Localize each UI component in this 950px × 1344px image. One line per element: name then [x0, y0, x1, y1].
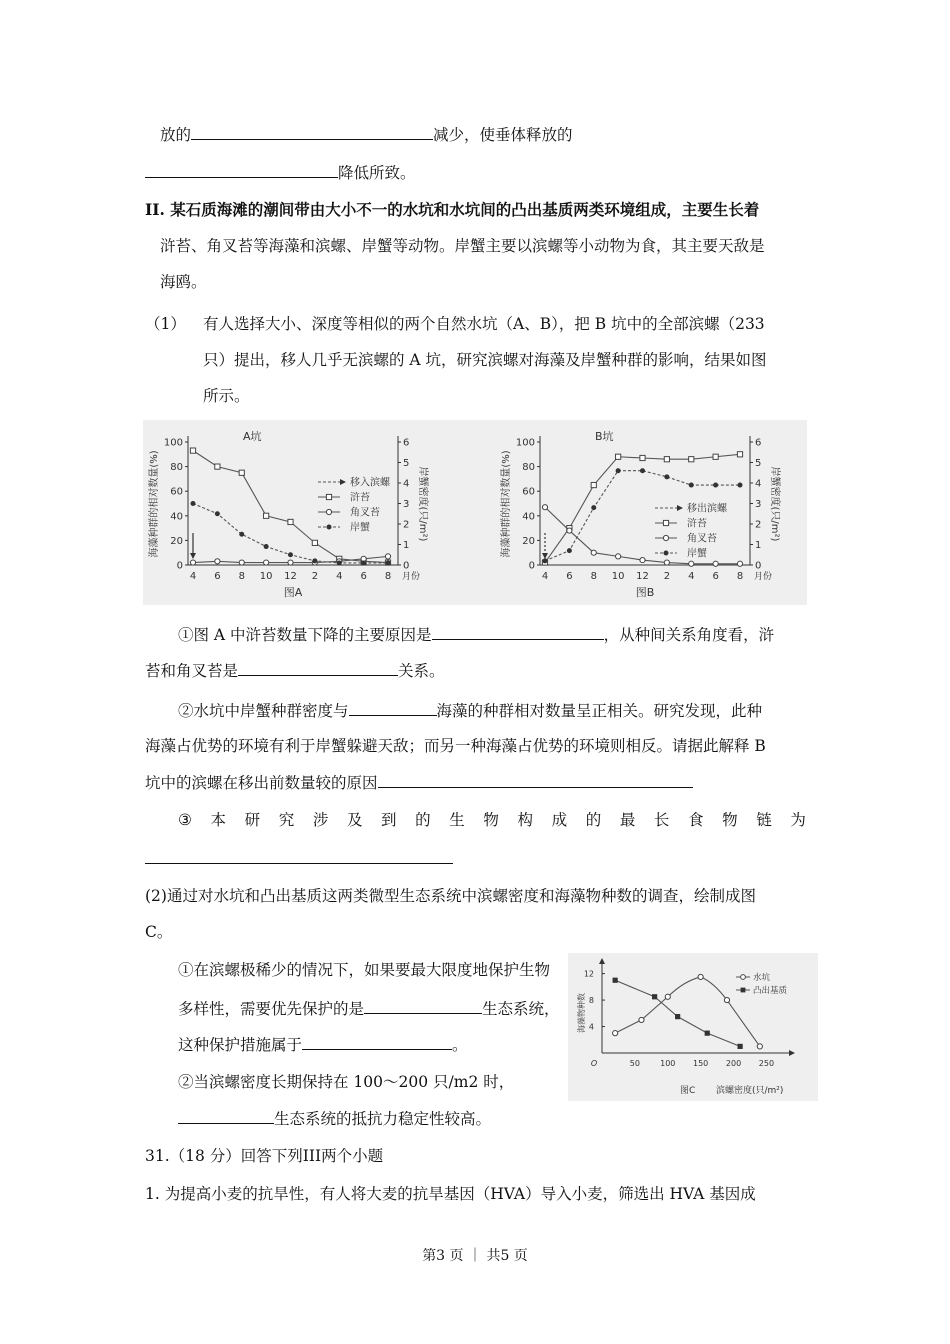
blank-4[interactable]: [238, 660, 398, 676]
data-point-岸蟹: [543, 558, 548, 563]
char: 的: [415, 811, 431, 829]
data-point-凸出基质: [675, 1014, 680, 1019]
legend-label: 移入滨螺: [350, 477, 390, 489]
text-fragment: 生态系统的抵抗力稳定性较高。: [274, 1110, 492, 1128]
sub-question-1-line-1: [178, 624, 774, 645]
blank-10[interactable]: [178, 1108, 274, 1124]
x-tick-label: 200: [725, 1059, 742, 1068]
data-point-岸蟹: [361, 560, 366, 565]
chart-figure-c: [576, 958, 795, 1096]
y-tick-label-left: 40: [522, 511, 535, 523]
data-point-角叉苔: [190, 560, 195, 565]
series-line-水坑: [615, 977, 760, 1046]
blank-7[interactable]: [145, 848, 453, 864]
y-axis-label: 海藻物种数: [577, 993, 586, 1033]
y-tick-label: 12: [583, 969, 594, 979]
chart-caption: 图B: [635, 586, 655, 599]
char: 究: [278, 811, 295, 829]
char: 长: [653, 811, 670, 829]
y-axis-label-right: 岸蟹密度(只/m²): [417, 466, 428, 542]
y-axis-label-left: 海藻种群的相对数量(%): [501, 450, 512, 558]
data-point-凸出基质: [738, 1044, 743, 1049]
data-point-岸蟹: [288, 552, 293, 557]
y-tick-label-right: 5: [755, 458, 762, 469]
x-axis-label: 滨螺密度(只/m²): [716, 1086, 784, 1096]
y-tick-label-right: 6: [755, 437, 762, 449]
text-fragment: ①图 A 中浒苔数量下降的主要原因是: [178, 626, 432, 644]
data-point-凸出基质: [613, 978, 618, 983]
legend-swatch-marker: [741, 988, 746, 993]
x-tick-label: 6: [360, 571, 367, 582]
data-point-水坑: [724, 997, 729, 1002]
data-point-水坑: [698, 974, 703, 979]
data-point-水坑: [757, 1044, 762, 1049]
char: 成: [551, 811, 568, 829]
char: 构: [517, 811, 533, 829]
y-tick-label-left: 60: [170, 486, 183, 498]
x-tick-label: 6: [214, 571, 221, 582]
text-fragment: 这种保护措施属于: [178, 1036, 303, 1054]
data-point-凸出基质: [705, 1031, 710, 1036]
text-fragment: 放的: [160, 126, 192, 144]
x-tick-label: 8: [736, 571, 744, 582]
line-1: [160, 124, 573, 145]
arrow-head: [190, 553, 196, 559]
y-tick-label-right: 1: [755, 540, 762, 551]
data-point-角叉苔: [591, 550, 596, 555]
c-line-3: [178, 1034, 468, 1055]
line-2: [145, 162, 416, 183]
char: 物: [483, 811, 499, 829]
y-tick-label-right: 0: [403, 560, 410, 572]
sub-question-1-line-2: [145, 660, 445, 681]
y-tick-label-left: 100: [515, 437, 535, 449]
data-point-浒苔: [264, 513, 269, 518]
blank-8[interactable]: [364, 998, 482, 1014]
y-tick-label-left: 0: [176, 560, 183, 572]
y-tick-label-right: 5: [403, 458, 410, 469]
y-axis-arrow: [599, 958, 605, 964]
data-point-角叉苔: [288, 560, 293, 565]
text-fragment: 生态系统，: [482, 1000, 560, 1018]
data-point-角叉苔: [737, 561, 742, 566]
data-point-浒苔: [591, 482, 596, 487]
data-point-岸蟹: [337, 560, 342, 565]
legend-swatch-marker: [326, 509, 331, 514]
legend-label: 角叉苔: [687, 533, 717, 545]
data-point-角叉苔: [385, 554, 390, 559]
x-tick-label: 12: [284, 571, 297, 582]
x-tick-label: 100: [660, 1059, 676, 1068]
text-fragment: 海藻的种群相对数量呈正相关。研究发现，此种: [436, 702, 763, 720]
c-line-4: ②当滨螺密度长期保持在 100～200 只/m2 时，: [178, 1073, 515, 1091]
text-fragment: ②水坑中岸蟹种群密度与: [178, 702, 349, 720]
char: 最: [619, 811, 636, 829]
y-tick-label-right: 2: [755, 519, 762, 531]
legend-swatch-arrow: [340, 479, 346, 485]
y-tick-label-right: 2: [403, 519, 410, 531]
data-point-岸蟹: [264, 544, 269, 549]
y-tick-label-right: 6: [403, 437, 410, 449]
char: 研: [244, 811, 261, 829]
blank-2[interactable]: [145, 162, 338, 178]
char: 物: [722, 811, 738, 829]
c-line-5: [178, 1108, 491, 1129]
y-tick-label-right: 4: [403, 478, 410, 490]
text-fragment: 减少，使垂体释放的: [433, 126, 573, 144]
question-2-line-2: C。: [145, 923, 173, 941]
figure-c-svg: [568, 953, 818, 1101]
x-tick-label: 250: [758, 1059, 775, 1068]
data-point-浒苔: [737, 452, 742, 457]
y-tick-label-left: 60: [522, 486, 535, 498]
y-tick-label-left: 20: [522, 535, 535, 547]
question-1-line-1: 有人选择大小、深度等相似的两个自然水坑（A、B），把 B 坑中的全部滨螺（233: [203, 315, 765, 333]
figure-ab-svg: [143, 420, 807, 605]
x-tick-label: 6: [566, 571, 573, 582]
x-tick-label: 150: [693, 1059, 709, 1068]
data-point-浒苔: [713, 454, 718, 459]
legend-label: 岸蟹: [350, 522, 370, 534]
sub-question-2-line-2: 海藻占优势的环境有利于岸蟹躲避天敌；而另一种海藻占优势的环境则相反。请据此解释 B: [145, 737, 766, 755]
data-point-岸蟹: [616, 468, 621, 473]
x-tick-label: 4: [541, 571, 549, 582]
blank-3[interactable]: [432, 624, 604, 640]
char: 到: [381, 811, 397, 829]
question-31: 31.（18 分）回答下列III两个小题: [145, 1147, 384, 1165]
text-fragment: 多样性，需要优先保护的是: [178, 1000, 365, 1018]
data-point-浒苔: [288, 519, 293, 524]
data-point-岸蟹: [239, 532, 244, 537]
legend-swatch-marker: [327, 525, 332, 530]
question-31-line-1: 1. 为提高小麦的抗旱性，有人将大麦的抗旱基因（HVA）导入小麦，筛选出 HVA 基因成: [145, 1185, 756, 1203]
x-tick-label: 10: [611, 571, 625, 582]
data-point-岸蟹: [312, 558, 317, 563]
text-fragment: 。: [452, 1036, 468, 1054]
data-point-岸蟹: [386, 560, 391, 565]
data-point-岸蟹: [591, 505, 596, 510]
figure-c: [568, 953, 818, 1101]
legend-label: 凸出基质: [753, 986, 788, 996]
y-tick-label-right: 0: [755, 560, 762, 572]
char: 为: [790, 811, 806, 829]
series-line-岸蟹: [545, 471, 740, 561]
y-tick-label: 4: [588, 1022, 594, 1032]
data-point-浒苔: [239, 470, 244, 475]
data-point-水坑: [639, 1017, 644, 1022]
data-point-岸蟹: [664, 474, 669, 479]
data-point-角叉苔: [215, 559, 220, 564]
data-point-角叉苔: [664, 560, 669, 565]
data-point-浒苔: [190, 448, 195, 453]
part-ii-line-3: 海鸥。: [160, 273, 207, 291]
legend-label: 浒苔: [687, 518, 707, 530]
x-tick-label: 4: [189, 571, 197, 582]
page-footer: 第3 页 ｜ 共5 页: [422, 1248, 528, 1264]
x-tick-label: 50: [629, 1059, 640, 1068]
char: 食: [688, 811, 704, 829]
x-tick-label: 8: [238, 571, 245, 582]
chart-title: A坑: [243, 430, 262, 443]
y-tick-label-left: 0: [528, 560, 535, 572]
series-line-凸出基质: [615, 980, 740, 1046]
chart-图B: [499, 429, 782, 599]
data-point-角叉苔: [713, 561, 718, 566]
data-point-浒苔: [312, 540, 317, 545]
x-tick-label: 4: [336, 571, 343, 582]
c-line-2: [178, 998, 560, 1019]
data-point-浒苔: [616, 454, 621, 459]
x-tick-label: 8: [384, 571, 392, 582]
arrow-head: [542, 553, 548, 559]
data-point-角叉苔: [567, 528, 572, 533]
blank-5[interactable]: [349, 700, 437, 716]
chart-caption: 图A: [283, 586, 303, 599]
y-tick-label: 8: [588, 996, 594, 1006]
y-axis-label-right: 岸蟹密度(只/m²): [769, 466, 780, 542]
data-point-角叉苔: [640, 557, 645, 562]
char: ③: [178, 811, 192, 829]
legend-label: 浒苔: [350, 492, 370, 504]
chart-caption: 图C: [680, 1086, 696, 1096]
x-tick-label: O: [590, 1059, 598, 1068]
sub-question-3-line: [178, 810, 806, 830]
y-tick-label-left: 100: [163, 437, 183, 449]
y-tick-label-left: 40: [170, 511, 183, 523]
legend-label: 岸蟹: [687, 548, 707, 560]
data-point-浒苔: [640, 455, 645, 460]
blank-1[interactable]: [191, 124, 433, 140]
legend-swatch-marker: [326, 494, 331, 499]
data-point-岸蟹: [567, 548, 572, 553]
legend-swatch-marker: [741, 975, 746, 980]
data-point-浒苔: [215, 464, 220, 469]
data-point-角叉苔: [264, 560, 269, 565]
x-tick-label: 4: [688, 571, 695, 582]
y-tick-label-right: 3: [755, 499, 762, 510]
y-tick-label-left: 80: [522, 462, 535, 474]
y-tick-label-right: 3: [403, 499, 410, 510]
part-ii-line-1: II. 某石质海滩的潮间带由大小不一的水坑和水坑间的凸出基质两类环境组成，主要生长着: [145, 200, 760, 219]
data-point-岸蟹: [215, 511, 220, 516]
text-fragment: 降低所致。: [338, 164, 416, 182]
char: 的: [585, 811, 602, 829]
x-axis-arrow: [789, 1050, 795, 1056]
y-tick-label-right: 4: [755, 478, 762, 490]
text-fragment: 关系。: [398, 662, 445, 680]
char: 生: [449, 811, 465, 829]
x-tick-label: 6: [712, 571, 719, 582]
text-fragment: 苔和角叉苔是: [145, 662, 239, 680]
text-fragment: 坑中的滨螺在移出前数量较的原因: [145, 774, 378, 792]
figure-ab: [143, 420, 807, 605]
x-tick-label: 8: [590, 571, 597, 582]
legend-swatch-arrow: [677, 505, 683, 511]
question-2-line-1: (2)通过对水坑和凸出基质这两类微型生态系统中滨螺密度和海藻物种数的调查，绘制成图: [145, 887, 756, 905]
data-point-岸蟹: [640, 468, 645, 473]
data-point-角叉苔: [689, 561, 694, 566]
char: 链: [756, 811, 772, 829]
part-ii-line-2: 浒苔、角叉苔等海藻和滨螺、岸蟹等动物。岸蟹主要以滨螺等小动物为食，其主要天敌是: [160, 237, 765, 255]
data-point-角叉苔: [616, 554, 621, 559]
x-tick-label: 2: [311, 571, 319, 582]
c-line-1: ①在滨螺极稀少的情况下，如果要最大限度地保护生物: [178, 961, 551, 979]
question-1-number: （1）: [145, 315, 186, 333]
sub-question-2-line-1: [178, 700, 762, 721]
data-point-水坑: [613, 1031, 618, 1036]
x-axis-label: 月份: [402, 572, 421, 582]
data-point-水坑: [665, 994, 670, 999]
data-point-岸蟹: [738, 483, 743, 488]
legend-label: 角叉苔: [350, 507, 380, 519]
y-tick-label-left: 20: [170, 535, 183, 547]
legend-swatch-marker: [664, 551, 669, 556]
x-tick-label: 10: [259, 571, 273, 582]
blank-9[interactable]: [302, 1034, 452, 1050]
question-1-line-3: 所示。: [203, 387, 250, 405]
data-point-角叉苔: [542, 505, 547, 510]
chart-title: B坑: [595, 430, 614, 443]
x-tick-label: 12: [636, 571, 649, 582]
data-point-凸出基质: [652, 994, 657, 999]
y-tick-label-right: 1: [403, 540, 410, 551]
x-axis-label: 月份: [754, 572, 773, 582]
legend-swatch-marker: [663, 535, 668, 540]
legend-label: 移出滨螺: [687, 503, 727, 515]
data-point-岸蟹: [713, 483, 718, 488]
sub-question-2-line-3: [145, 772, 693, 793]
char: 本: [210, 811, 227, 829]
char: 及: [346, 811, 363, 829]
text-fragment: ，从种间关系角度看，浒: [603, 626, 775, 644]
data-point-岸蟹: [689, 483, 694, 488]
chart-图A: [147, 429, 430, 599]
data-point-岸蟹: [191, 501, 196, 506]
blank-6[interactable]: [378, 772, 693, 788]
x-tick-label: 2: [663, 571, 671, 582]
data-point-浒苔: [689, 457, 694, 462]
legend-swatch-marker: [663, 520, 668, 525]
data-point-角叉苔: [239, 560, 244, 565]
y-axis-label-left: 海藻种群的相对数量(%): [149, 450, 160, 558]
char: 涉: [312, 811, 329, 829]
legend-label: 水坑: [753, 973, 771, 983]
question-1-line-2: 只）提出，移人几乎无滨螺的 A 坑，研究滨螺对海藻及岸蟹种群的影响，结果如图: [203, 351, 767, 369]
data-point-浒苔: [664, 457, 669, 462]
y-tick-label-left: 80: [170, 462, 183, 474]
